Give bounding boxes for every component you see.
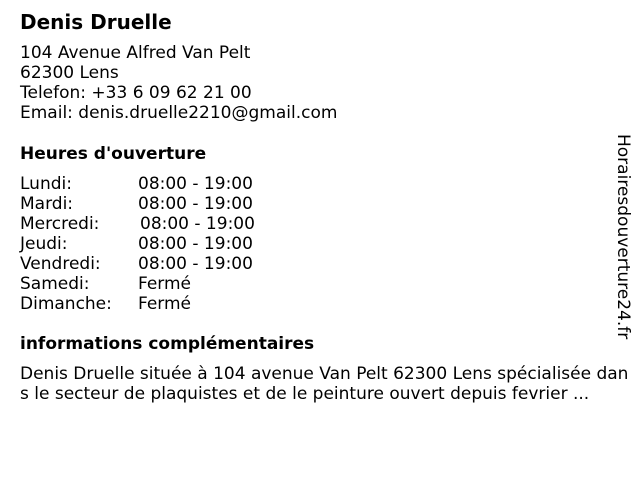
- day-label: Mercredi:: [20, 214, 100, 234]
- hours-row: [20, 274, 340, 294]
- day-hours: 08:00 - 19:00: [138, 174, 253, 194]
- info-description: Denis Druelle située à 104 avenue Van Pelt 62300 Lens spécialisée dans le secteur de plaquistes et de le peinture ouvert depuis fevrier ...: [20, 364, 629, 404]
- hours-row: [20, 214, 340, 234]
- day-hours: 08:00 - 19:00: [138, 194, 253, 214]
- day-label: Jeudi:: [20, 234, 68, 254]
- hours-table: [20, 174, 340, 314]
- day-label: Mardi:: [20, 194, 74, 214]
- email-address: Email: denis.druelle2210@gmail.com: [20, 103, 338, 123]
- business-name: Denis Druelle: [20, 10, 172, 34]
- hours-heading: Heures d'ouverture: [20, 144, 207, 164]
- site-watermark: Horairesdouverture24.fr: [613, 134, 633, 340]
- hours-row: [20, 194, 340, 214]
- day-hours: 08:00 - 19:00: [138, 234, 253, 254]
- day-label: Lundi:: [20, 174, 72, 194]
- contact-block: [20, 43, 337, 123]
- hours-row: [20, 294, 340, 314]
- phone-number: Telefon: +33 6 09 62 21 00: [20, 83, 252, 103]
- day-hours: Fermé: [138, 274, 192, 294]
- day-hours: Fermé: [138, 294, 192, 314]
- city-address: 62300 Lens: [20, 63, 119, 83]
- info-heading: informations complémentaires: [20, 334, 315, 354]
- hours-row: [20, 254, 340, 274]
- hours-row: [20, 174, 340, 194]
- day-label: Dimanche:: [20, 294, 112, 314]
- day-hours: 08:00 - 19:00: [140, 214, 255, 234]
- day-hours: 08:00 - 19:00: [138, 254, 253, 274]
- day-label: Vendredi:: [20, 254, 101, 274]
- day-label: Samedi:: [20, 274, 90, 294]
- street-address: 104 Avenue Alfred Van Pelt: [20, 43, 251, 63]
- hours-row: [20, 234, 340, 254]
